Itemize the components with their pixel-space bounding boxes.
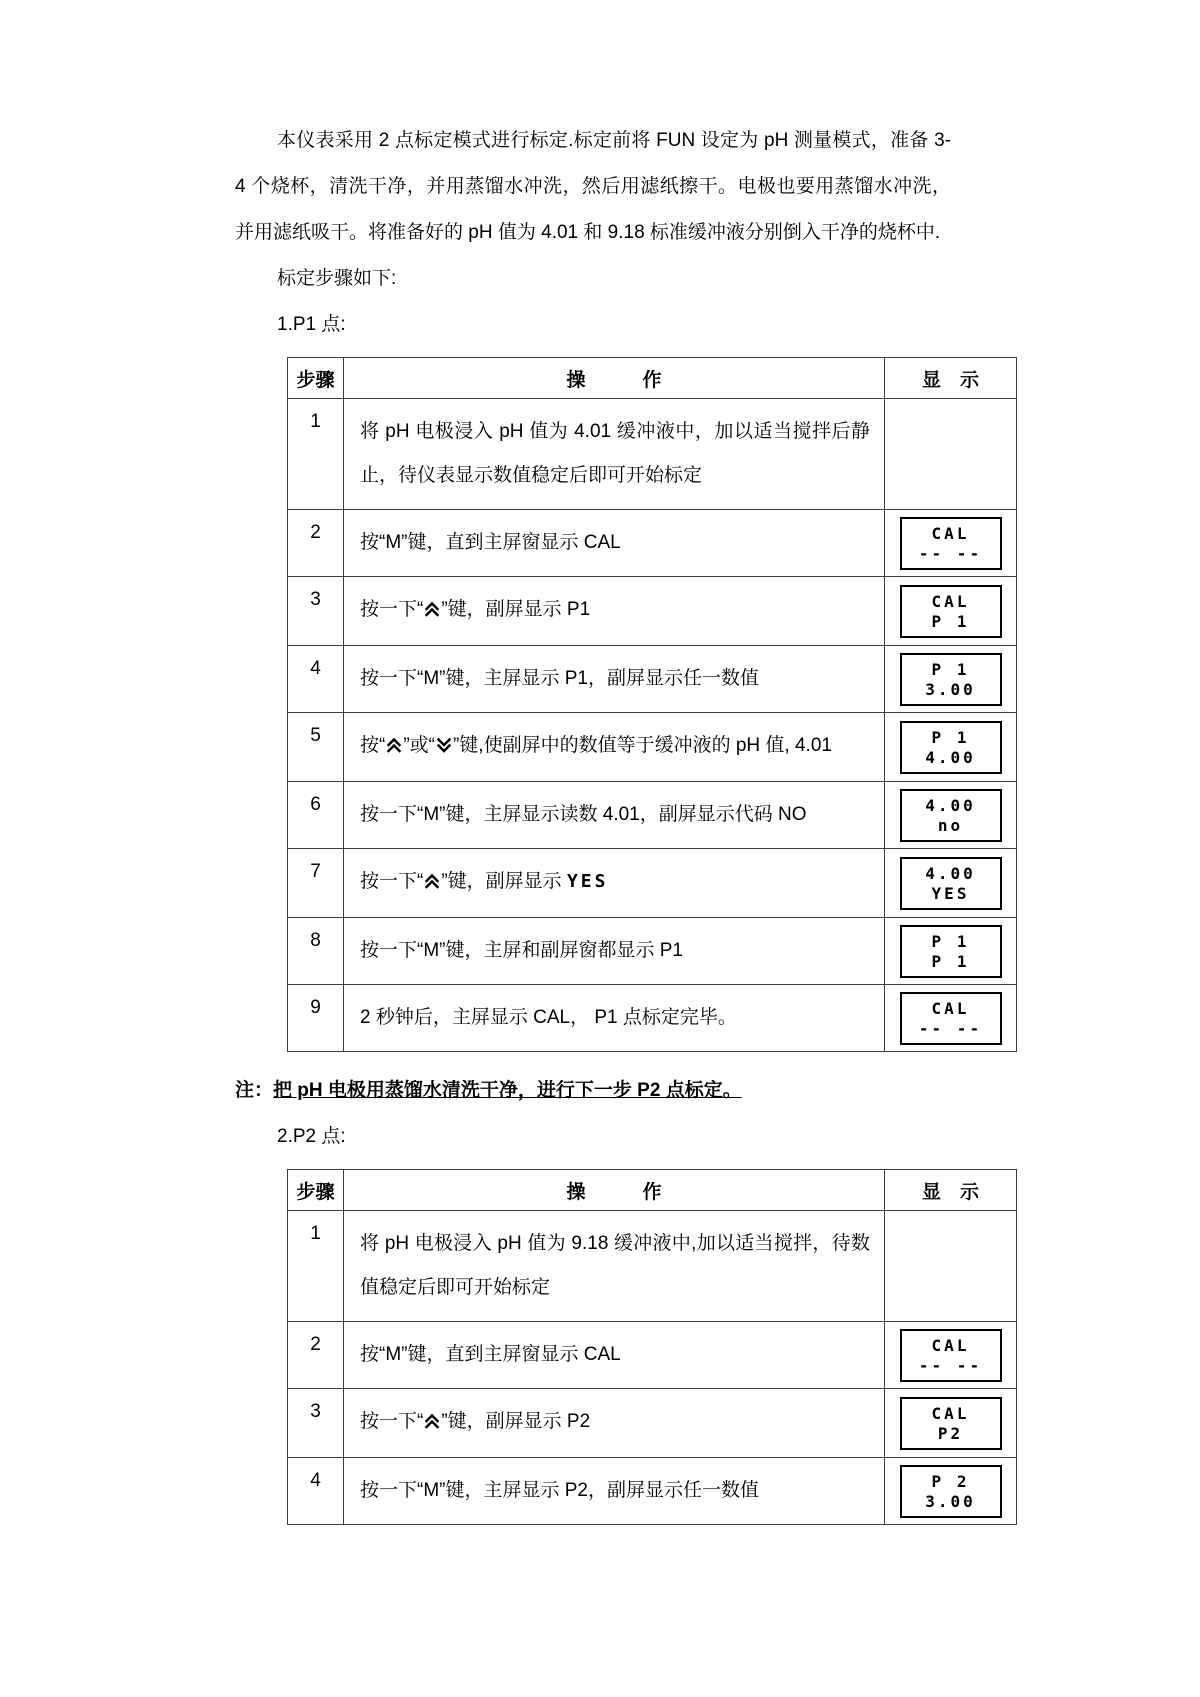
lcd-bottom-line: P 1 — [931, 951, 970, 971]
operation-cell — [344, 782, 885, 849]
lcd-top-line: CAL — [931, 1335, 970, 1355]
table-row — [288, 399, 1017, 510]
table-row — [288, 1389, 1017, 1458]
intro-paragraph: 本仪表采用 2 点标定模式进行标定.标定前将 FUN 设定为 pH 测量模式，准备 3-4 个烧杯，清洗干净，并用蒸馏水冲洗，然后用滤纸擦干。电极也要用蒸馏水冲洗，并用滤纸吸干。将准备好的 pH 值为 4.01 和 9.18 标准缓冲液分别倒入干净的烧杯中. — [235, 130, 951, 243]
lcd-top-line: P 1 — [931, 727, 970, 747]
p1-heading: 1.P1 点: — [277, 314, 346, 335]
display-cell — [885, 849, 1017, 918]
table-header-row — [288, 1170, 1017, 1211]
display-cell — [885, 1322, 1017, 1389]
operation-text: 按一下“ — [360, 599, 424, 620]
lcd-bottom-line: -- -- — [918, 1355, 983, 1375]
step-number-cell: 1 — [288, 1211, 344, 1322]
operation-cell — [344, 510, 885, 577]
lcd-bottom-line: YES — [931, 883, 970, 903]
operation-text: 按一下“ — [360, 1411, 424, 1432]
operation-text: 按一下“M”键，主屏显示读数 4.01，副屏显示代码 NO — [360, 804, 807, 825]
operation-cell — [344, 1322, 885, 1389]
table-row — [288, 849, 1017, 918]
display-cell — [885, 782, 1017, 849]
display-cell — [885, 918, 1017, 985]
step-number-cell: 5 — [288, 713, 344, 782]
display-cell — [885, 1389, 1017, 1458]
display-cell — [885, 646, 1017, 713]
step-column-header: 步骤 — [288, 358, 344, 399]
lcd-display — [900, 857, 1002, 910]
step-number-cell: 6 — [288, 782, 344, 849]
lcd-display — [900, 1397, 1002, 1450]
document-page — [235, 118, 1025, 1525]
lcd-top-line: CAL — [931, 998, 970, 1018]
lcd-text: YES — [566, 871, 609, 892]
display-column-header: 显 示 — [885, 1170, 1017, 1211]
display-cell — [885, 577, 1017, 646]
lcd-display — [900, 585, 1002, 638]
step-number-cell: 4 — [288, 1458, 344, 1525]
table-row — [288, 646, 1017, 713]
lcd-display — [900, 925, 1002, 978]
p2-heading: 2.P2 点: — [277, 1126, 346, 1147]
operation-cell — [344, 985, 885, 1052]
lcd-display — [900, 517, 1002, 570]
operation-text: 按“ — [360, 735, 386, 756]
display-cell — [885, 985, 1017, 1052]
lcd-display — [900, 992, 1002, 1045]
lcd-top-line: CAL — [931, 591, 970, 611]
lcd-bottom-line: P 1 — [931, 611, 970, 631]
steps-intro-line: 标定步骤如下: — [277, 268, 397, 289]
note-line — [235, 1068, 1025, 1114]
lcd-top-line: 4.00 — [925, 863, 976, 883]
operation-text: ”或“ — [403, 735, 435, 756]
lcd-bottom-line: 3.00 — [925, 679, 976, 699]
operation-text: ”键，副屏显示 — [441, 871, 567, 892]
lcd-display — [900, 789, 1002, 842]
lcd-top-line: P 2 — [931, 1471, 970, 1491]
lcd-bottom-line: 4.00 — [925, 747, 976, 767]
table-row — [288, 985, 1017, 1052]
lcd-top-line: 4.00 — [925, 795, 976, 815]
operation-text: 按一下“M”键，主屏和副屏窗都显示 P1 — [360, 940, 684, 961]
lcd-display — [900, 721, 1002, 774]
operation-cell — [344, 713, 885, 782]
step-number-cell: 2 — [288, 510, 344, 577]
lcd-display — [900, 653, 1002, 706]
table-row — [288, 1322, 1017, 1389]
lcd-display — [900, 1465, 1002, 1518]
lcd-bottom-line: -- -- — [918, 1018, 983, 1038]
step-number-cell: 3 — [288, 1389, 344, 1458]
lcd-top-line: P 1 — [931, 659, 970, 679]
operation-cell — [344, 1211, 885, 1322]
lcd-top-line: P 1 — [931, 931, 970, 951]
lcd-bottom-line: P2 — [937, 1423, 964, 1443]
operation-column-header: 操 作 — [344, 358, 885, 399]
table-row — [288, 577, 1017, 646]
operation-text: ”键,使副屏中的数值等于缓冲液的 pH 值, 4.01 — [452, 735, 832, 756]
operation-cell — [344, 577, 885, 646]
operation-text: 将 pH 电极浸入 pH 值为 9.18 缓冲液中,加以适当搅拌，待数值稳定后即可开始标定 — [360, 1233, 870, 1298]
step-number-cell: 1 — [288, 399, 344, 510]
note-label: 注： — [235, 1080, 274, 1101]
p1-calibration-table — [287, 357, 1017, 1052]
table-row — [288, 1458, 1017, 1525]
table-row — [288, 713, 1017, 782]
operation-text: 按一下“M”键，主屏显示 P1，副屏显示任一数值 — [360, 668, 760, 689]
display-cell — [885, 1458, 1017, 1525]
table-row — [288, 510, 1017, 577]
display-cell — [885, 1211, 1017, 1322]
lcd-top-line: CAL — [931, 523, 970, 543]
table-row — [288, 918, 1017, 985]
table-row — [288, 1211, 1017, 1322]
table-row — [288, 782, 1017, 849]
step-number-cell: 4 — [288, 646, 344, 713]
operation-cell — [344, 918, 885, 985]
operation-text: 2 秒钟后，主屏显示 CAL， P1 点标定完毕。 — [360, 1007, 737, 1028]
note-text: 把 pH 电极用蒸馏水清洗干净，进行下一步 P2 点标定。 — [273, 1080, 742, 1101]
operation-cell — [344, 1458, 885, 1525]
display-column-header: 显 示 — [885, 358, 1017, 399]
lcd-top-line: CAL — [931, 1403, 970, 1423]
operation-text: 将 pH 电极浸入 pH 值为 4.01 缓冲液中，加以适当搅拌后静止，待仪表显示数值稳定后即可开始标定 — [360, 421, 870, 486]
operation-text: ”键，副屏显示 P1 — [441, 599, 591, 620]
step-number-cell: 9 — [288, 985, 344, 1052]
step-number-cell: 3 — [288, 577, 344, 646]
display-cell — [885, 510, 1017, 577]
operation-column-header: 操 作 — [344, 1170, 885, 1211]
step-number-cell: 7 — [288, 849, 344, 918]
operation-text: 按“M”键，直到主屏窗显示 CAL — [360, 532, 621, 553]
lcd-bottom-line: no — [937, 815, 964, 835]
chevron-double-up-icon — [424, 862, 440, 906]
operation-cell — [344, 849, 885, 918]
lcd-bottom-line: -- -- — [918, 543, 983, 563]
display-cell — [885, 713, 1017, 782]
chevron-double-up-icon — [424, 1402, 440, 1446]
p2-calibration-table — [287, 1169, 1017, 1525]
operation-text: 按一下“M”键，主屏显示 P2，副屏显示任一数值 — [360, 1480, 760, 1501]
chevron-double-up-icon — [424, 590, 440, 634]
lcd-bottom-line: 3.00 — [925, 1491, 976, 1511]
operation-text: 按一下“ — [360, 871, 424, 892]
step-column-header: 步骤 — [288, 1170, 344, 1211]
step-number-cell: 2 — [288, 1322, 344, 1389]
operation-cell — [344, 1389, 885, 1458]
step-number-cell: 8 — [288, 918, 344, 985]
table-header-row — [288, 358, 1017, 399]
operation-text: ”键，副屏显示 P2 — [441, 1411, 591, 1432]
chevron-double-up-icon — [386, 726, 402, 770]
chevron-double-down-icon — [436, 726, 452, 770]
operation-cell — [344, 646, 885, 713]
operation-text: 按“M”键，直到主屏窗显示 CAL — [360, 1344, 621, 1365]
lcd-display — [900, 1329, 1002, 1382]
display-cell — [885, 399, 1017, 510]
operation-cell — [344, 399, 885, 510]
